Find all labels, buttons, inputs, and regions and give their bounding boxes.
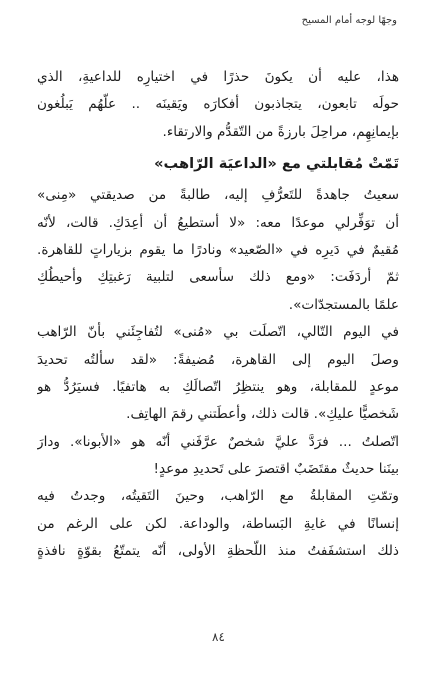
text-line: بينَنا حديثٌ مقتَضَبٌ اقتصرَ على تَحديدِ موعدٍ! [153,461,399,478]
text-line: بإيمانِهِم، مراحِلَ بارزةً من التّقدُّم والارتقاء. [162,123,399,140]
text-line: سعيتُ جاهدةً للتَعرُّفِ إليه، طالبةً من صديقتي «مِنى» [37,187,399,204]
text-line: ثمّ أردَفَت: «ومع ذلك سأسعى لتلبية رَغبتِكِ وأحيطُكِ [37,269,399,286]
text-line: هذا، عليه أن يكونَ حذرًا في اختيارِه للداعيةِ، الذي [37,69,399,85]
running-head: وجهًا لوجه أمام المسيح [301,15,397,26]
section-heading: تَمّتْ مُقابلتي مع «الداعيَة الرّاهب» [154,155,399,173]
page-number: ٨٤ [212,630,225,644]
text-line: موعدٍ للمقابلة، وهو ينتظِرُ اتّصالَكِ به هاتفيًا. فسيَرُدُّ هو [37,378,399,395]
text-line: إنسانًا في غايةِ البَساطة، والوداعة. لكن على الرغم من [37,515,399,532]
text-line: وصلَ اليوم إلى القاهرة، مُضيفةً: «لقد سألتُه تحديدَ [37,351,399,368]
text-line: اتّصلتُ ... فرَدَّ عليَّ شخصٌ عرَّفَني أنّه هو «الأبونا». ودارَ [37,433,399,450]
body-text [37,64,399,566]
text-line: في اليوم التّالي، اتّصلَت بي «مُنى» لتُفاجِئَني بأنّ الرّاهب [37,324,399,341]
text-line: حولَه تابعون، يتجاذبون أفكارَه ويَقينَه .. علّهُم يَبلُغون [37,96,399,113]
text-line: مُقيمٌ في دَيرِه في «الصّعيد» ونادرًا ما يقوم بزياراتٍ للقاهرة. [37,241,399,258]
text-line: ذلك استشفَفتُ منذ اللّحظةِ الأولى، أنّه يتمتّعُ بقوّةٍ نافذةٍ [37,543,399,560]
text-line: علمًا بالمستجدّات». [288,296,399,313]
text-line: وتمّتِ المقابلةُ مع الرّاهب، وحينَ التَقيتُه، وجدتُ فيه [37,488,399,505]
text-line: أن توَفِّرلي موعدًا معه: «لا أستطيعُ أن أعِدَكِ. قالت، لأنّه [37,214,399,231]
text-line: شَخصيًّا عليكِ». قالت ذلك، وأعطَتني رقمَ الهاتِف. [126,406,399,423]
